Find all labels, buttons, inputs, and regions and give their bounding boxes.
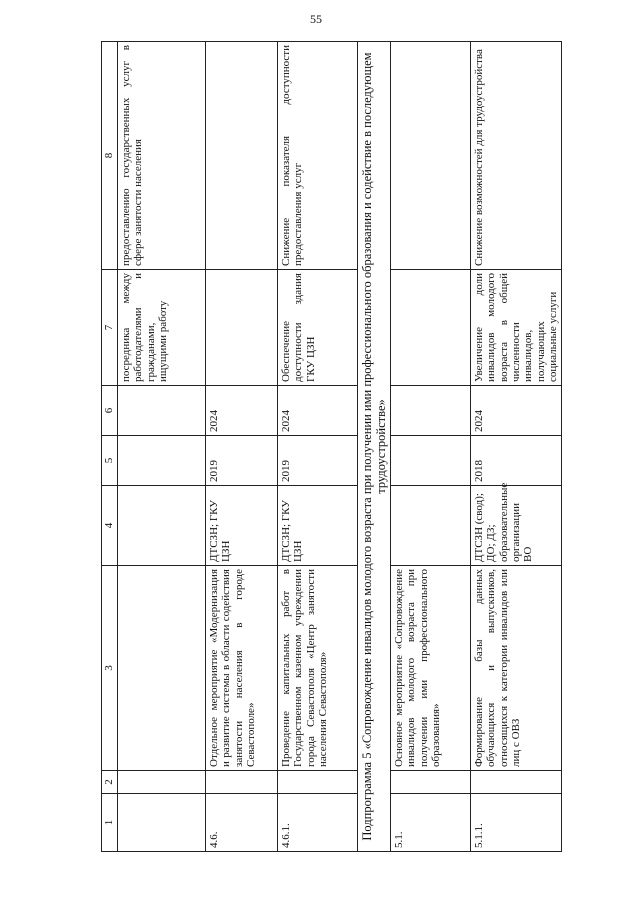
header-cell: 3 <box>102 566 118 771</box>
result-cell: Увеличение доли инвалидов молодого возраста в общей численности инвалидов, получающих социальные услуги <box>471 270 562 386</box>
header-cell: 7 <box>102 270 118 386</box>
rotated-table-container <box>101 42 559 852</box>
consequence-cell <box>206 42 278 270</box>
result-cell <box>206 270 278 386</box>
activity-cell: Основное мероприятие «Сопровождение инвалидов молодого возраста при получении ими профессионального образования» <box>391 566 471 771</box>
consequence-cell: Снижение показателя доступности предоставления услуг <box>278 42 358 270</box>
end-year-cell <box>391 386 471 436</box>
activity-cell: Формирование базы данных обучающихся и выпускников, относящихся к категории инвалидов или лиц с ОВЗ <box>471 566 562 771</box>
activity-cell: Отдельное мероприятие «Модернизация и развитие системы в области содействия занятости населения в городе Севастополе» <box>206 566 278 771</box>
subprogram-title: Подпрограмма 5 «Сопровождение инвалидов молодого возраста при получении ими профессионального образования и содействие в последующем трудоустройстве» <box>358 42 391 852</box>
empty-cell <box>391 771 471 794</box>
consequence-cell: Снижение возможностей для трудоустройства <box>471 42 562 270</box>
row-number: 5.1.1. <box>471 794 562 852</box>
executor-cell <box>391 486 471 566</box>
activity-cell <box>118 566 206 771</box>
end-year-cell: 2024 <box>471 386 562 436</box>
result-cell <box>391 270 471 386</box>
empty-cell <box>206 771 278 794</box>
empty-cell <box>471 771 562 794</box>
table-row <box>206 42 278 852</box>
end-year-cell: 2024 <box>206 386 278 436</box>
executor-cell: ДТСЗН; ГКУ ЦЗН <box>278 486 358 566</box>
header-cell: 5 <box>102 436 118 486</box>
header-cell: 4 <box>102 486 118 566</box>
header-cell: 1 <box>102 794 118 852</box>
consequence-cell <box>391 42 471 270</box>
end-year-cell <box>118 386 206 436</box>
activity-cell: Проведение капитальных работ в Государственном казенном учреждении города Севастополя «Центр занятости населения Севастополя» <box>278 566 358 771</box>
table-row <box>471 42 562 852</box>
header-cell: 8 <box>102 42 118 270</box>
empty-cell <box>118 771 206 794</box>
result-cell: посредника между работодателями и гражданами, ищущими работу <box>118 270 206 386</box>
page-number: 55 <box>310 12 322 26</box>
executor-cell <box>118 486 206 566</box>
result-cell: Обеспечение доступности здания ГКУ ЦЗН <box>278 270 358 386</box>
start-year-cell: 2019 <box>206 436 278 486</box>
start-year-cell: 2018 <box>471 436 562 486</box>
start-year-cell: 2019 <box>278 436 358 486</box>
header-cell: 2 <box>102 771 118 794</box>
start-year-cell <box>118 436 206 486</box>
row-number <box>118 794 206 852</box>
table-row <box>391 42 471 852</box>
end-year-cell: 2024 <box>278 386 358 436</box>
row-number: 4.6.1. <box>278 794 358 852</box>
table-row <box>118 42 206 852</box>
executor-cell: ДТСЗН (свод); ДО; ДЗ; образовательные организации ВО <box>471 486 562 566</box>
row-number: 4.6. <box>206 794 278 852</box>
row-number: 5.1. <box>391 794 471 852</box>
header-row <box>102 42 118 852</box>
subprogram-row <box>358 42 391 852</box>
header-cell: 6 <box>102 386 118 436</box>
table-row <box>278 42 358 852</box>
executor-cell: ДТСЗН; ГКУ ЦЗН <box>206 486 278 566</box>
empty-cell <box>278 771 358 794</box>
program-activities-table <box>101 41 562 852</box>
start-year-cell <box>391 436 471 486</box>
consequence-cell: предоставлению государственных услуг в сфере занятости населения <box>118 42 206 270</box>
